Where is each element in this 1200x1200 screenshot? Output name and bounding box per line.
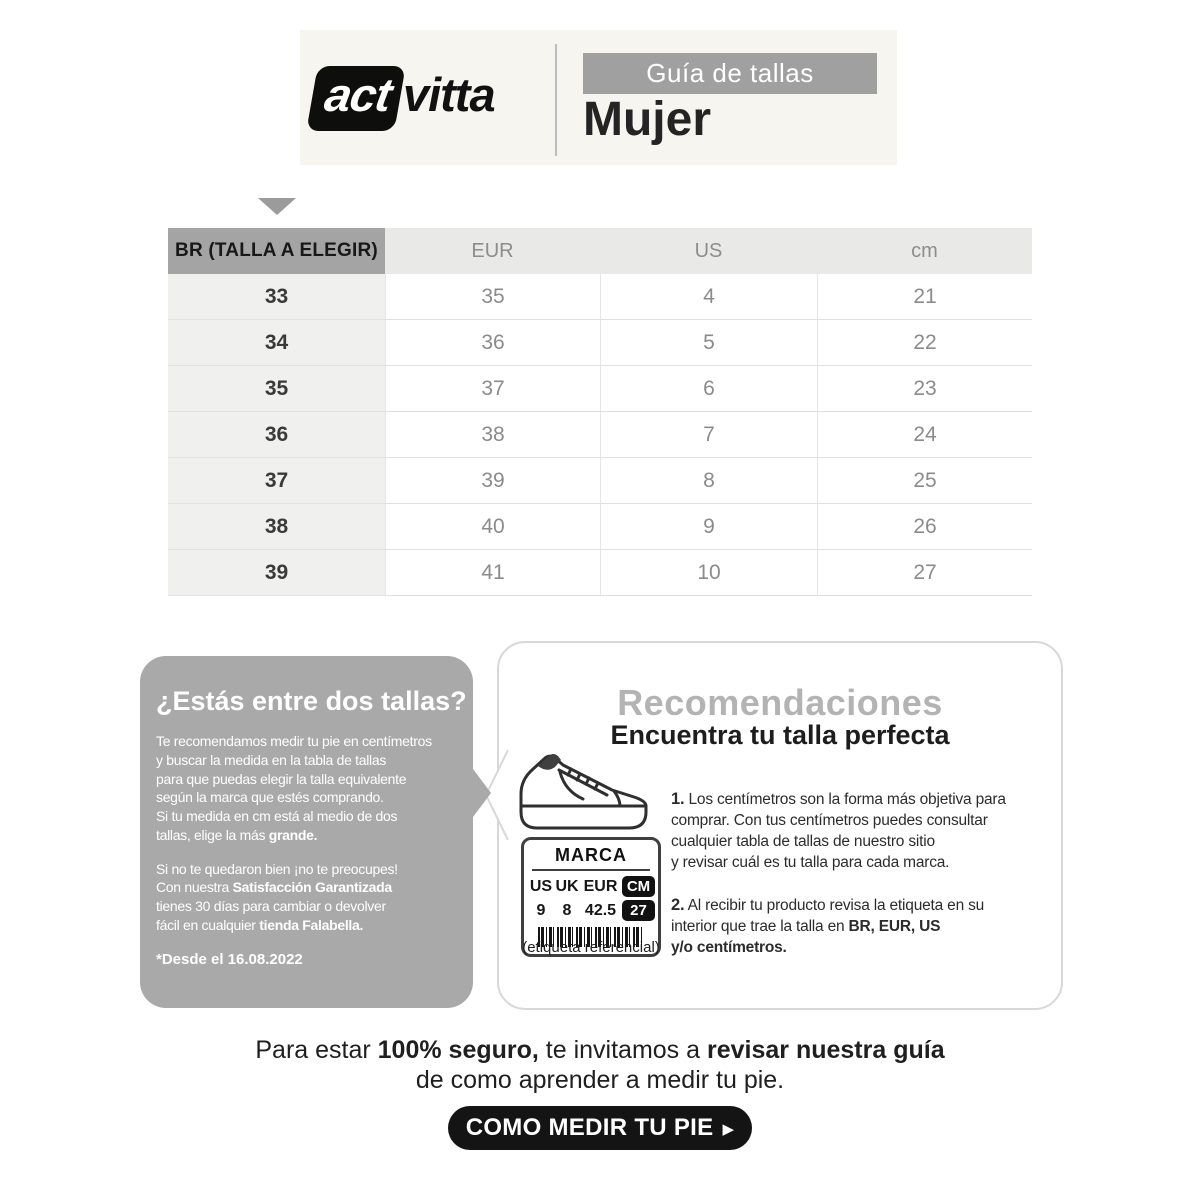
table-row <box>168 458 1032 504</box>
table-cell: 35 <box>385 274 600 320</box>
table-cell: 10 <box>600 550 817 596</box>
recommendations-title: Recomendaciones <box>617 682 943 723</box>
table-row <box>168 366 1032 412</box>
bubble-paragraph-1: Te recomendamos medir tu pie en centímetros y buscar la medida en la tabla de tallas para que puedas elegir la talla equivalente según la marca que estés comprando. Si tu medida en cm está al medio de dos tallas, elige la más grande. <box>156 733 432 843</box>
label-caption: (etiqueta referencial) <box>522 939 660 956</box>
table-cell: 5 <box>600 320 817 366</box>
chevron-right-icon: ▶ <box>722 1121 735 1138</box>
between-sizes-bubble <box>140 656 473 1008</box>
table-row <box>168 550 1032 596</box>
label-unit-cm: CM <box>622 876 655 897</box>
table-cell: 23 <box>817 366 1032 412</box>
table-cell: 21 <box>817 274 1032 320</box>
header-cell-br: BR (TALLA A ELEGIR) <box>168 228 385 274</box>
measure-foot-button-label: COMO MEDIR TU PIE <box>465 1114 714 1141</box>
bubble-paragraph-2: Si no te quedaron bien ¡no te preocupes! Con nuestra Satisfacción Garantizada tienes 30 días para cambiar o devolver fácil en cualquier tienda Falabella. <box>156 860 398 933</box>
recommendations-panel <box>497 641 1063 1010</box>
sneaker-icon <box>515 739 655 839</box>
measure-foot-button[interactable] <box>448 1106 752 1150</box>
label-unit-us: US <box>529 877 553 895</box>
size-guide-tag: Guía de tallas <box>583 53 877 94</box>
label-value-cm: 27 <box>622 900 655 921</box>
table-row <box>168 274 1032 320</box>
table-cell: 38 <box>168 504 385 550</box>
table-row <box>168 504 1032 550</box>
logo-act-badge: act <box>306 66 405 131</box>
table-cell: 24 <box>817 412 1032 458</box>
table-cell: 34 <box>168 320 385 366</box>
table-cell: 38 <box>385 412 600 458</box>
table-cell: 9 <box>600 504 817 550</box>
table-cell: 6 <box>600 366 817 412</box>
actvitta-logo <box>312 66 495 131</box>
page-title: Mujer <box>583 93 712 146</box>
footer-note-line-1: Para estar 100% seguro, te invitamos a revisar nuestra guía <box>255 1036 945 1064</box>
footer-note-line-2: de como aprender a medir tu pie. <box>415 1066 785 1094</box>
table-cell: 7 <box>600 412 817 458</box>
table-cell: 35 <box>168 366 385 412</box>
table-cell: 39 <box>168 550 385 596</box>
bubble-title: ¿Estás entre dos tallas? <box>156 686 467 716</box>
header-cell-eur: EUR <box>385 228 600 274</box>
table-cell: 26 <box>817 504 1032 550</box>
label-brand: MARCA <box>532 845 650 871</box>
label-unit-eur: EUR <box>583 877 618 895</box>
table-row <box>168 320 1032 366</box>
recommendations-subtitle: Encuentra tu talla perfecta <box>610 720 950 750</box>
table-cell: 4 <box>600 274 817 320</box>
pointer-down-icon <box>258 198 296 215</box>
brand-header <box>300 30 897 165</box>
bubble-footnote: *Desde el 16.08.2022 <box>156 950 303 968</box>
table-row <box>168 412 1032 458</box>
recommendation-item-2: 2. Al recibir tu producto revisa la etiqueta en su interior que trae la talla en BR, EUR, US y/o centímetros. <box>671 896 985 956</box>
label-value-uk: 8 <box>562 901 572 919</box>
bubble-tail <box>470 765 491 821</box>
table-cell: 36 <box>385 320 600 366</box>
header-divider <box>555 44 557 156</box>
label-value-us: 9 <box>536 901 546 919</box>
table-cell: 33 <box>168 274 385 320</box>
table-cell: 27 <box>817 550 1032 596</box>
table-cell: 8 <box>600 458 817 504</box>
item-2-number: 2. <box>671 896 685 914</box>
table-cell: 41 <box>385 550 600 596</box>
label-units-values <box>530 876 652 921</box>
size-table <box>168 228 1032 596</box>
logo-vitta-text: vitta <box>402 68 495 121</box>
recommendation-item-1: 1. Los centímetros son la forma más objetiva para comprar. Con tus centímetros puedes consultar cualquier tabla de tallas de nuestro sitio y revisar cuál es tu talla para cada marca. <box>671 790 1006 871</box>
table-header-row <box>168 228 1032 274</box>
table-cell: 37 <box>385 366 600 412</box>
table-cell: 40 <box>385 504 600 550</box>
table-cell: 37 <box>168 458 385 504</box>
table-cell: 25 <box>817 458 1032 504</box>
table-cell: 22 <box>817 320 1032 366</box>
header-cell-us: US <box>600 228 817 274</box>
label-unit-uk: UK <box>555 877 579 895</box>
table-cell: 36 <box>168 412 385 458</box>
item-1-number: 1. <box>671 790 685 808</box>
header-cell-cm: cm <box>817 228 1032 274</box>
label-value-eur: 42.5 <box>584 901 617 919</box>
table-cell: 39 <box>385 458 600 504</box>
